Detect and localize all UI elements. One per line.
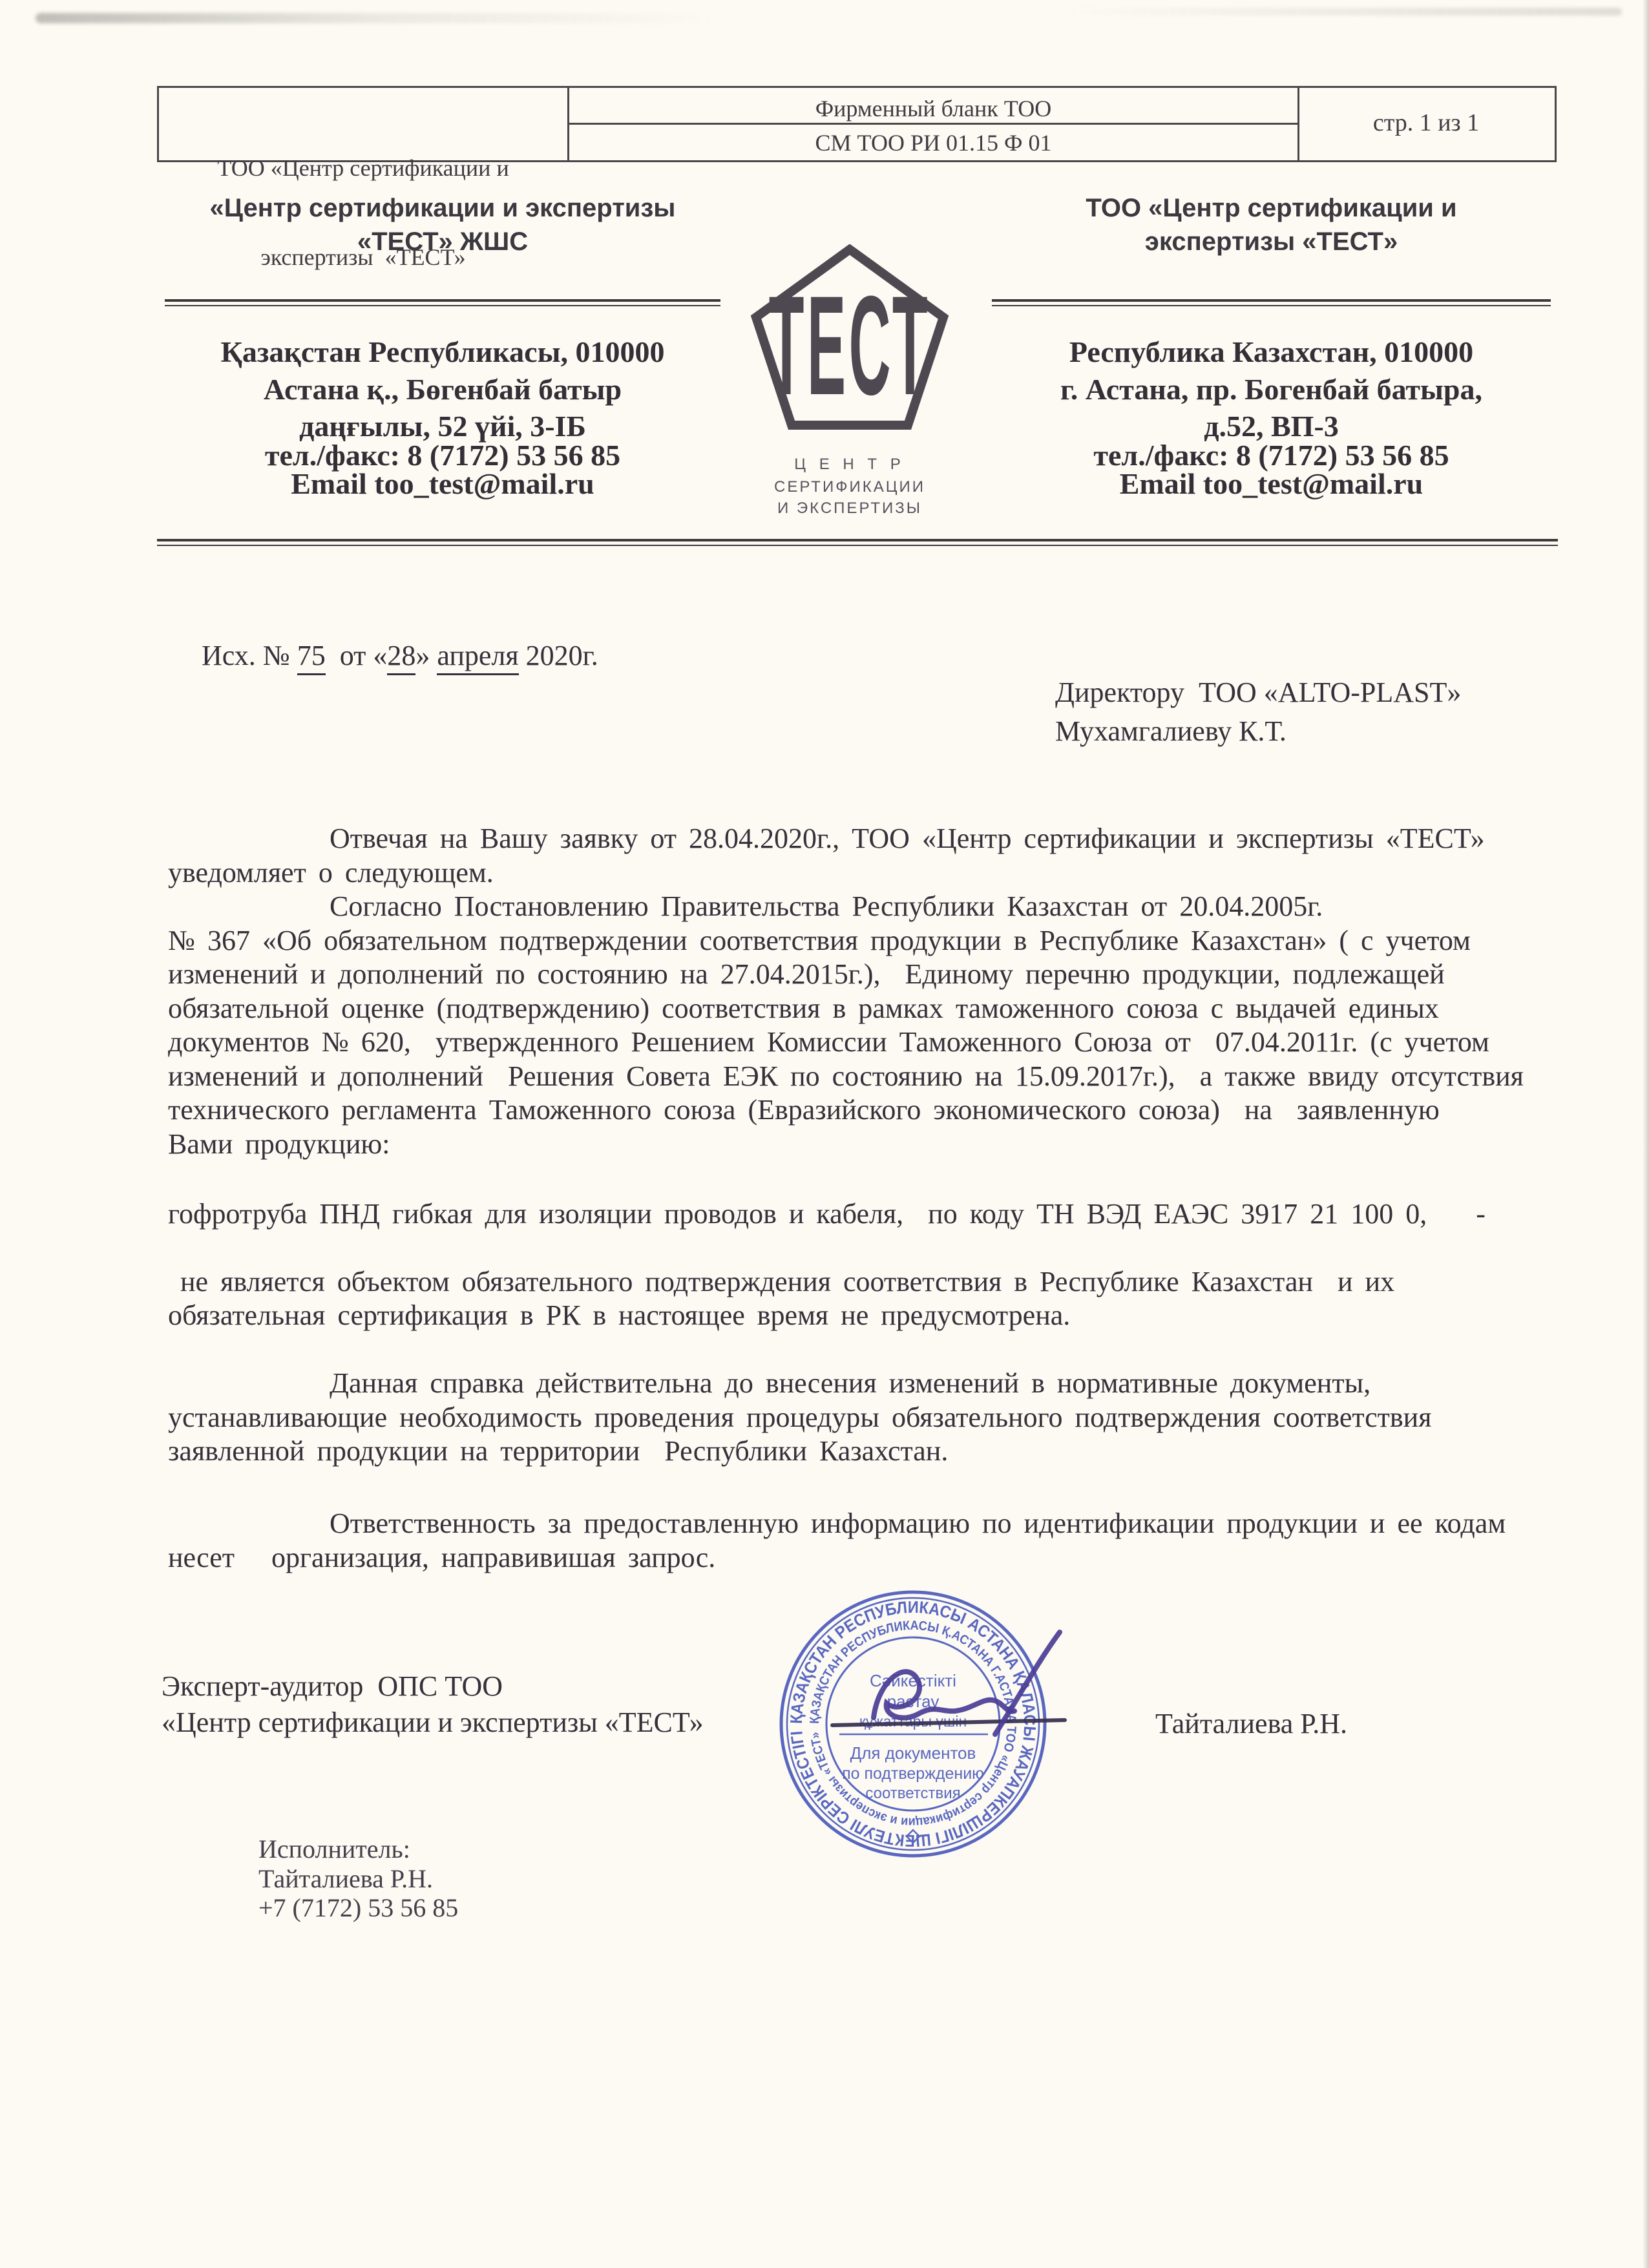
handwritten-signature [801,1615,1111,1783]
body-line: заявленной продукции на территории Республики Казахстан. [168,1435,949,1467]
logo-mark-text: ТЕСТ [768,267,931,425]
stamp-ring-inner-text: ҚАЗАҚСТАН РЕСПУБЛИКАСЫ Қ.АСТАНА Г.АСТАНА ТОО «Центр сертификации и экспертизы «ТЕСТ» [807,1618,1019,1830]
body-line: № 367 «Об обязательном подтверждении соответствия продукции в Республике Казахстан» ( с учетом [168,925,1471,956]
letterhead-left-title-line1: «Центр сертификации и экспертизы [209,194,676,222]
header-org-line2: экспертизы «ТЕСТ» [260,244,466,270]
body-line: Согласно Постановлению Правительства Республики Казахстан от 20.04.2005г. [330,890,1323,922]
letterhead-right-title-line1: ТОО «Центр сертификации и [1086,194,1457,222]
reference-year: 2020г. [518,640,598,671]
body-line: документов № 620, утвержденного Решением Комиссии Таможенного Союза от 07.04.2011г. (с учетом [168,1026,1489,1058]
product-description-line: гофротруба ПНД гибкая для изоляции проводов и кабеля, по коду ТН ВЭД ЕАЭС 3917 21 100 0, - [168,1198,1486,1230]
stamp-ring-outer-text: ҚАЗАҚСТАН РЕСПУБЛИКАСЫ АСТАНА ҚАЛАСЫ ЖАУАПКЕРШІЛІГІ ШЕКТЕУЛІ СЕРІКТЕСТІГІ [786,1597,1040,1851]
stamp-center-line6: соответствия [865,1785,961,1802]
reference-number: 75 [297,640,326,675]
outgoing-reference-line [173,606,598,705]
letterhead-left-address-2: Астана қ., Бөгенбай батыр [263,373,622,406]
page-number-label: стр. 1 из 1 [1372,109,1480,136]
body-line: Ответственность за предоставленную информацию по идентификации продукции и ее кодам [330,1507,1506,1539]
letterhead-right-phone: тел./факс: 8 (7172) 53 56 85 [1093,439,1449,472]
executor-label: Исполнитель: [258,1834,410,1864]
letterhead-right-address-3: д.52, ВП-3 [1204,410,1339,443]
letterhead-right-rule [992,299,1551,306]
reference-mid: от « [325,640,388,671]
header-org-line1: ТОО «Центр сертификации и [217,155,509,181]
header-table-middle-divider [569,123,1297,125]
stamp-center-line2: растау [887,1692,940,1711]
stamp-center-line3: құжаттары үшін [859,1713,967,1730]
reference-close-quote: » [415,640,437,671]
body-line: изменений и дополнений по состоянию на 27.04.2015г.), Единому перечню продукции, подлежащей [168,958,1445,990]
stamp-center-line5: по подтверждению [842,1765,984,1783]
header-table-form-title: Фирменный бланк ТОО [815,96,1052,121]
letterhead-left-rule [165,299,720,306]
executor-name: Тайталиева Р.Н. [258,1864,434,1893]
letterhead-left-email: Email too_test@mail.ru [291,467,594,500]
test-pentagon-logo [750,244,950,438]
header-table-form-code: СМ ТОО РИ 01.15 Ф 01 [815,130,1052,156]
signer-role-line1: Эксперт-аудитор ОПС ТОО [162,1670,503,1702]
signature-underline-stroke [832,1720,1065,1725]
body-line: обязательной оценке (подтверждению) соответствия в рамках таможенного союза с выдачей единых [168,992,1439,1024]
signature-loops-stroke [874,1672,1014,1717]
body-line: технического регламента Таможенного союза (Евразийского экономического союза) на заявленную [168,1094,1440,1126]
body-line: устанавливающие необходимость проведения процедуры обязательного подтверждения соответствия [168,1402,1432,1433]
addressee-line2: Мухамгалиеву К.Т. [1055,715,1287,747]
logo-caption-line1: Ц Е Н Т Р [794,456,905,473]
reference-prefix: Исх. № [202,640,297,671]
body-line: не является объектом обязательного подтверждения соответствия в Республике Казахстан и их [168,1266,1395,1297]
logo-caption-line2: СЕРТИФИКАЦИИ [774,478,925,496]
letterhead-left-title-line2: «ТЕСТ» ЖШС [357,227,529,256]
letterhead-right-address-2: г. Астана, пр. Богенбай батыра, [1060,373,1482,406]
body-line: Отвечая на Вашу заявку от 28.04.2020г., ТОО «Центр сертификации и экспертизы «ТЕСТ» [330,823,1485,854]
reference-month: апреля [437,640,518,675]
letterhead-left-address-3: даңғылы, 52 үйі, 3-ІБ [299,410,586,443]
addressee-line1: Директору ТОО «ALTO-PLAST» [1055,677,1462,708]
body-line: изменений и дополнений Решения Совета ЕЭК по состоянию на 15.09.2017г.), а также ввиду отсутствия [168,1060,1524,1092]
body-line: несет организация, направивишая запрос. [168,1542,716,1573]
scan-edge-right [1643,0,1649,2268]
letterhead-left-address-1: Қазақстан Республикасы, 010000 [220,335,665,368]
executor-phone: +7 (7172) 53 56 85 [258,1893,459,1922]
scan-smudge-top-right [1066,8,1622,16]
letterhead-right-title-line2: экспертизы «ТЕСТ» [1144,227,1398,256]
scan-smudge-top-left [36,13,714,23]
letterhead-bottom-rule [157,539,1558,546]
logo-caption-line3: И ЭКСПЕРТИЗЫ [777,499,923,517]
letterhead-right-address-1: Республика Казахстан, 010000 [1069,335,1474,368]
signer-role-line2: «Центр сертификации и экспертизы «ТЕСТ» [162,1706,704,1738]
letterhead-left-phone: тел./факс: 8 (7172) 53 56 85 [264,439,621,472]
stamp-center-line4: Для документов [850,1743,976,1763]
stamp-center-line1: Сәйкестікті [870,1671,956,1690]
body-line: обязательная сертификация в РК в настоящее время не предусмотрена. [168,1299,1071,1331]
body-line: Вами продукцию: [168,1128,390,1160]
body-line: уведомляет о следующем. [168,857,494,888]
reference-day: 28 [387,640,415,675]
body-line: Данная справка действительна до внесения изменений в нормативные документы, [330,1367,1371,1399]
letterhead-right-email: Email too_test@mail.ru [1119,467,1423,500]
signer-name: Тайталиева Р.Н. [1155,1708,1348,1739]
